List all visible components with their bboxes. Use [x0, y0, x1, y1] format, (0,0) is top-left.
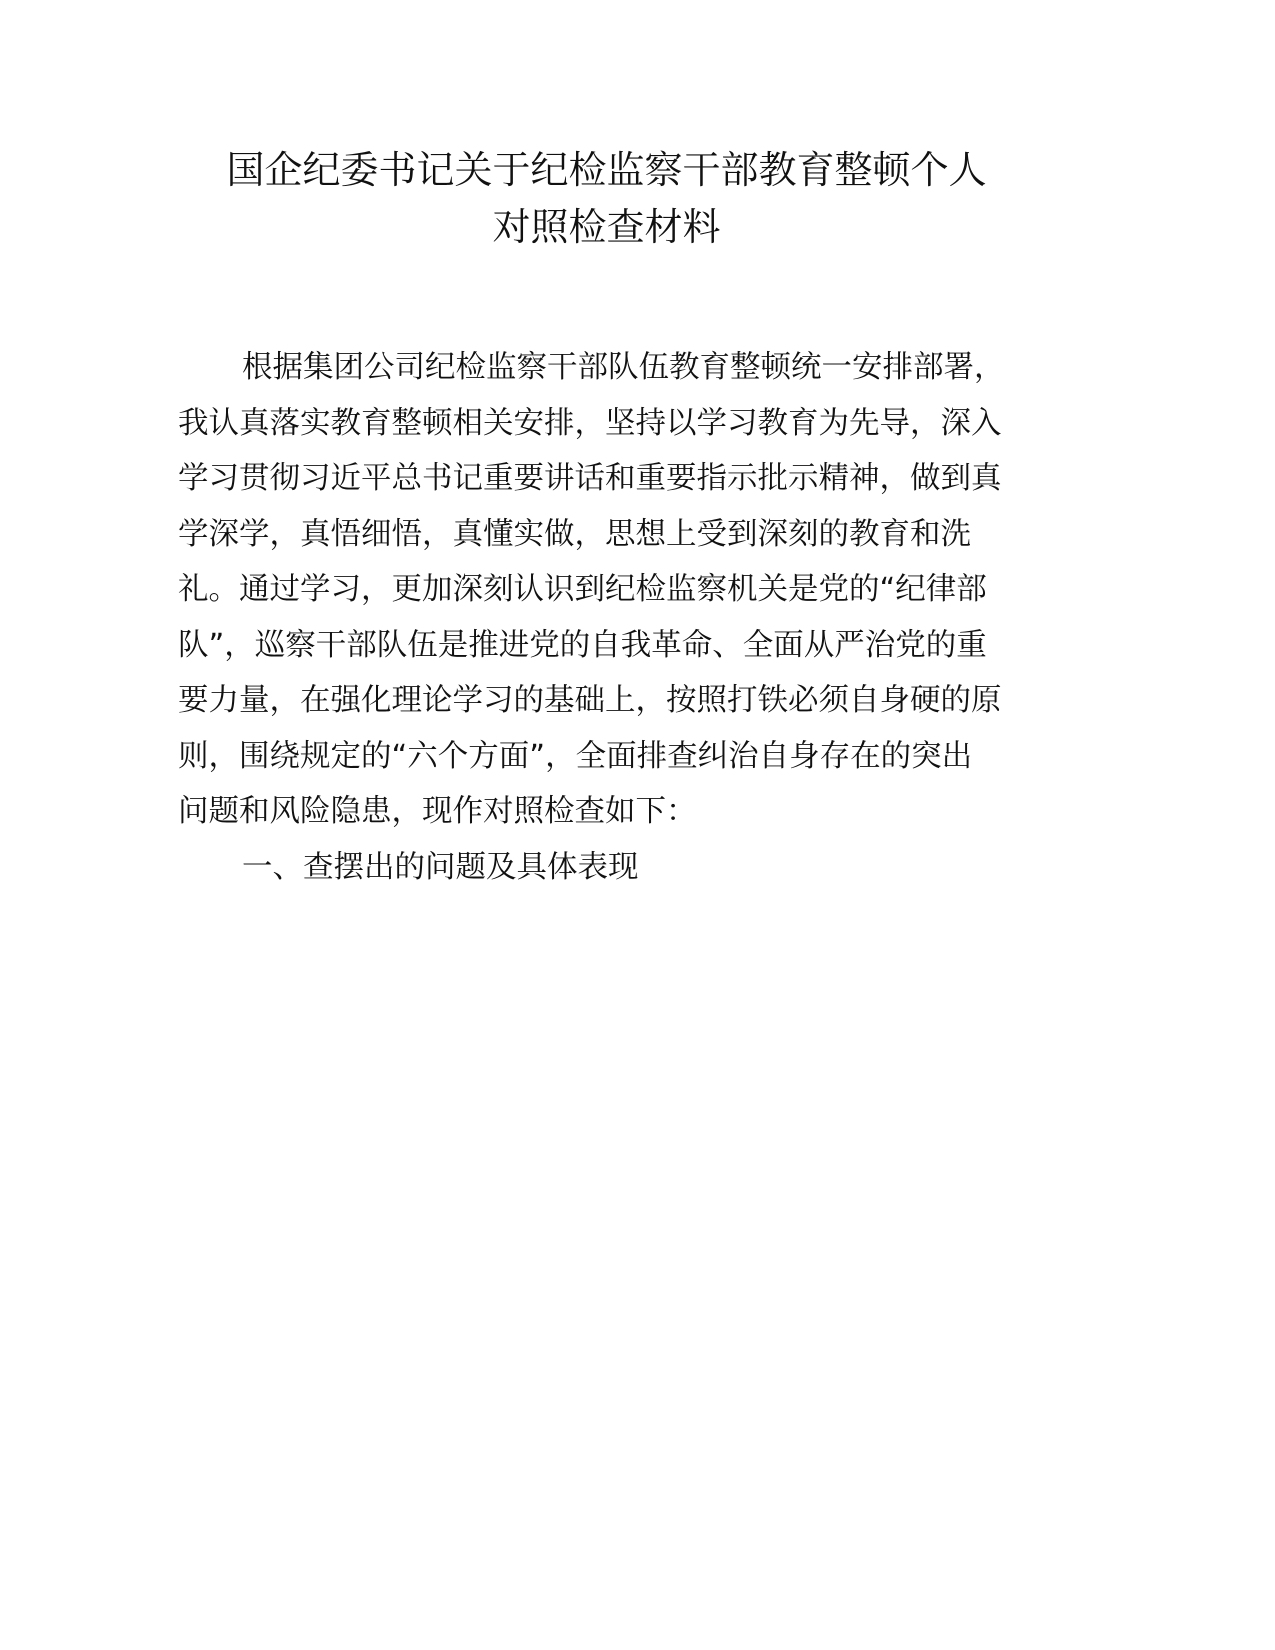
section-heading: 一、查摆出的问题及具体表现 — [242, 849, 639, 885]
document-body — [178, 340, 1038, 895]
paragraph-line: 则，围绕规定的“六个方面”，全面排查纠治自身存在的突出 — [178, 738, 973, 774]
paragraph-line: 问题和风险隐患，现作对照检查如下： — [178, 794, 697, 829]
intro-paragraph — [178, 340, 1038, 840]
paragraph-line: 学深学，真悟细悟，真懂实做，思想上受到深刻的教育和洗 — [178, 516, 971, 552]
paragraph-line: 队”，巡察干部队伍是推进党的自我革命、全面从严治党的重 — [178, 627, 987, 663]
paragraph-line: 学习贯彻习近平总书记重要讲话和重要指示批示精神，做到真 — [178, 461, 1002, 496]
paragraph-line: 我认真落实教育整顿相关安排，坚持以学习教育为先导，深入 — [178, 405, 1002, 441]
title-line-2: 对照检查材料 — [492, 205, 721, 249]
paragraph-line: 要力量，在强化理论学习的基础上，按照打铁必须自身硬的原 — [178, 683, 1002, 718]
paragraph-line: 礼。通过学习，更加深刻认识到纪检监察机关是党的“纪律部 — [178, 572, 987, 607]
title-line-1: 国企纪委书记关于纪检监察干部教育整顿个人 — [226, 148, 987, 192]
paragraph-line: 根据集团公司纪检监察干部队伍教育整顿统一安排部署， — [242, 350, 1005, 385]
document-title — [178, 142, 1035, 256]
